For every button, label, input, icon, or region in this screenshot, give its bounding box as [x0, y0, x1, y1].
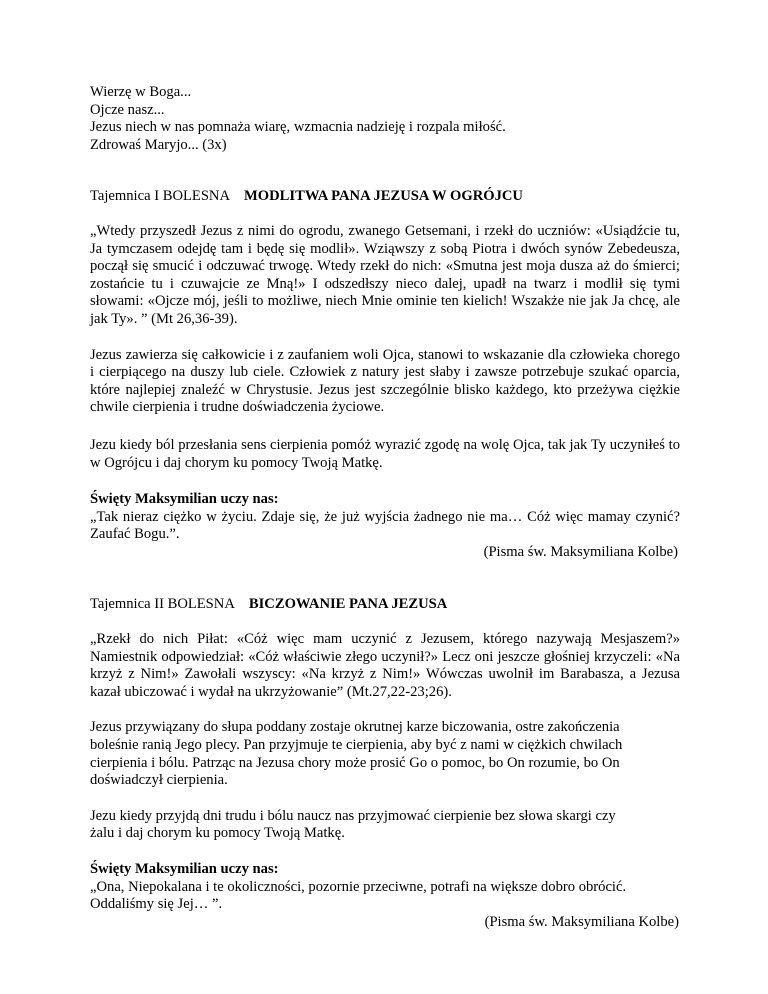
reflection-line: cierpienia i bólu. Patrząc na Jezusa chory może prosić Go o pomoc, bo On rozumie, bo On [90, 754, 620, 771]
reflection-line: doświadczył cierpienia. [90, 772, 228, 789]
quote-source: (Pisma św. Maksymiliana Kolbe) [484, 913, 679, 930]
prayer-paragraph [90, 808, 680, 843]
saint-quote [90, 879, 680, 914]
intro-line: Wierzę w Boga... [90, 84, 192, 100]
intro-line: Jezus niech w nas pomnaża wiarę, wzmacnia nadzieję i rozpala miłość. [90, 119, 506, 136]
saint-quote-line: Oddaliśmy się Jej… ”. [90, 896, 223, 913]
mystery-heading [90, 596, 680, 614]
mystery-title: BICZOWANIE PANA JEZUSA [248, 596, 448, 613]
intro-prayers [90, 84, 680, 154]
reflection-paragraph: Jezus zawierza się całkowicie i z zaufaniem woli Ojca, stanowi to wskazanie dla człowieka chorego i cierpiącego na duszy lub ciele. Człowiek z natury jest słaby i zawsze potrzebuje szukać oparcia, które najlepiej znaleźć w Chrystusie. Jezus jest szczególnie blisko każdego, kto przeżywa ciężkie chwile cierpienia i trudne doświadczenia życiowe. [90, 346, 680, 416]
reflection-line: boleśnie ranią Jego plecy. Pan przyjmuje te cierpienia, aby być z nami w ciężkich chwilach [90, 737, 623, 754]
prayer-line: Jezu kiedy przyjdą dni trudu i bólu naucz nas przyjmować cierpienie bez słowa skargi czy [90, 807, 616, 824]
saint-quote-line: „Ona, Niepokalana i te okoliczności, pozornie przeciwne, potrafi na większe dobro obrócić. [90, 878, 627, 895]
reflection-paragraph [90, 719, 680, 789]
mystery-heading [90, 188, 680, 206]
prayer-paragraph: Jezu kiedy ból przesłania sens cierpienia pomóż wyrazić zgodę na wolę Ojca, tak jak Ty uczyniłeś to w Ogrójcu i daj chorym ku pomocy Twoją Matkę. [90, 436, 680, 471]
saint-quote: „Tak nieraz ciężko w życiu. Zdaje się, że już wyjścia żadnego nie ma… Cóż więc mamay czynić? Zaufać Bogu.”. [90, 508, 680, 543]
intro-line: Ojcze nasz... [90, 101, 165, 118]
scripture-passage: „Wtedy przyszedł Jezus z nimi do ogrodu, zwanego Getsemani, i rzekł do uczniów: «Usiądźcie tu, Ja tymczasem odejdę tam i będę się modlił». Wziąwszy z sobą Piotra i dwóch synów Zebedeusza, począł się smucić i odczuwać trwogę. Wtedy rzekł do nich: «Smutna jest moja dusza aż do śmierci; zostańcie tu i czuwajcie ze Mną!» I odszedłszy nieco dalej, upadł na twarz i modlił się tymi słowami: «Ojcze mój, jeśli to możliwe, niech Mnie ominie ten kielich! Wszakże nie jak Ja chcę, ale jak Ty». ” (Mt 26,36-39). [90, 222, 680, 327]
document-page [90, 84, 680, 931]
quote-source: (Pisma św. Maksymiliana Kolbe) [483, 543, 678, 560]
scripture-passage: „Rzekł do nich Piłat: «Cóż więc mam uczynić z Jezusem, którego nazywają Mesjaszem?» Namiestnik odpowiedział: «Cóż właściwie złego uczynił?» Lecz oni jeszcze głośniej krzyczeli: «Na krzyż z Nim!» Zawołali wszyscy: «Na krzyż z Nim!» Wówczas uwolnił im Barabasza, a Jezusa kazał ubiczować i wydał na ukrzyżowanie” (Mt.27,22-23;26). [90, 631, 680, 700]
reflection-line: Jezus przywiązany do słupa poddany zostaje okrutnej karze biczowania, ostre zakończenia [90, 719, 620, 736]
mystery-title: MODLITWA PANA JEZUSA W OGRÓJCU [244, 188, 523, 205]
saint-heading: Święty Maksymilian uczy nas: [90, 861, 279, 877]
intro-line: Zdrowaś Maryjo... (3x) [90, 136, 227, 153]
mystery-2 [90, 596, 680, 931]
mystery-label: Tajemnica II BOLESNA [90, 596, 235, 613]
saint-heading: Święty Maksymilian uczy nas: [90, 491, 279, 508]
mystery-1 [90, 188, 680, 561]
mystery-label: Tajemnica I BOLESNA [90, 188, 231, 205]
prayer-line: żalu i daj chorym ku pomocy Twoją Matkę. [90, 825, 345, 842]
